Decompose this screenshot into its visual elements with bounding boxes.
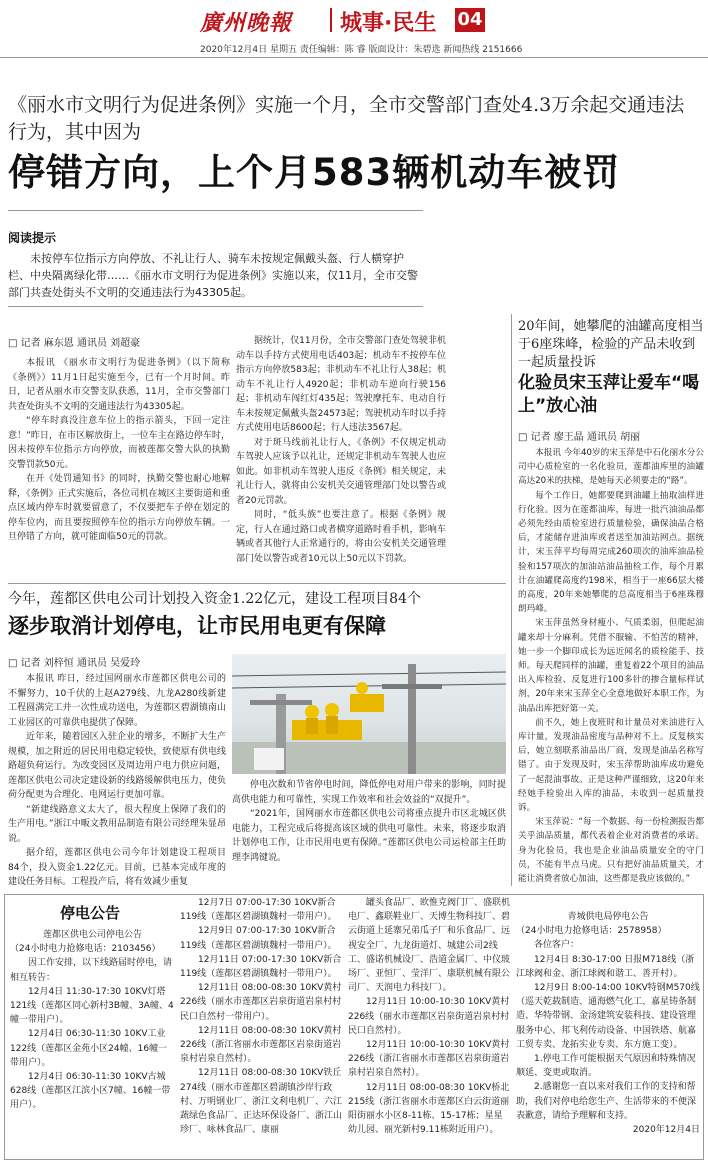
column-divider: [511, 314, 512, 886]
notice-item: 12月4日 06:30-11:30 10KV工业122线（莲都区金苑小区24幢、16幢一带用户）。: [10, 1029, 168, 1068]
paragraph: 据统计，仅11月份，全市交警部门查处驾驶非机动车以手持方式使用电话403起；机动车不按停车位指示方向停放583起；非机动车不礼让行人38起；机动车不礼让行人4920起；非机动车逆向行驶156起；非机动车闯红灯435起；驾驶摩托车、电动自行车未按规定佩戴头盔24573起；驾驶机动车时以手持方式使用电话8600起；行人违法3567起。: [236, 336, 446, 433]
paragraph: 在开《处罚通知书》的同时，执勤交警也耐心地解释，《条例》正式实施后，各位司机在城区主要街道和重点区域内停车时就要留意了，不仅要把车子停在划定的停车位内，而且要按照停车位的指示方向停放车辆。一旦停错了方向，就可能面临50元的罚款。: [8, 474, 230, 542]
article1-byline: □ 记者 麻东恩 通讯员 刘超豪: [8, 338, 141, 349]
photo-illustration: [232, 654, 506, 774]
article1-lead: 《丽水市文明行为促进条例》实施一个月，全市交警部门查处4.3万余起交通违法行为，其中因为: [8, 94, 685, 143]
notice-item: 罐头食品厂、欧惟克阀门厂、盛联机电厂、鑫联鞋业厂、天博生物科技厂、碧云街道上延寨兄弟瓜子厂和乐食品厂、远视安全厂、九龙街道灯、城建公司2线工、盛诺机械设厂、浩道金属厂、中仪玻场厂、亚恒厂、莹洋厂、康联机械有限公司厂、天润电力科技厂）。: [348, 898, 511, 994]
article2-byline: □ 记者 刘梓恒 通讯员 吴爱玲: [8, 658, 141, 669]
notice-item: 12月4日 06:30-11:30 10KV古城628线（莲都区江滨小区7幢、16幢一带用户）。: [10, 1072, 171, 1111]
article2-rule: [8, 583, 506, 584]
notice1-sub: 莲都区供电公司停电公告: [42, 930, 142, 940]
notice1-col: [10, 928, 175, 1113]
header-divider: [330, 8, 332, 32]
paragraph: 据介绍，莲都区供电公司今年计划建设工程项目84个，投入资金1.22亿元。目前，已基本完成年度的建设任务目标。工程投产后，将有效减少重复: [8, 848, 226, 887]
notice4-date: 2020年12月4日: [632, 1125, 700, 1136]
article1-col2: [236, 334, 446, 566]
reading-tip-title: 阅读提示: [8, 231, 57, 245]
notice1-hotline: （24小时电力抢修电话：2103456）: [10, 944, 161, 955]
notice-item: 12月7日 07:00-17:30 10KV新合119线（莲都区碧湖镇魏村一带用户）。: [180, 898, 337, 923]
paragraph: 同时，“低头族”也要注意了。根据《条例》规定，行人在通过路口或者横穿道路时看手机，影响车辆或者其他行人正常通行的，将由公安机关交通管理部门处以警告或者10元以上50元以下罚款。: [236, 510, 446, 564]
article1-headline: 停错方向，上个月583辆机动车被罚: [8, 151, 621, 194]
notice1-intro: 因工作安排，以下线路届时停电，请相互转告：: [10, 958, 173, 983]
headline-rule: [8, 210, 423, 211]
article2-title: 今年，莲都区供电公司计划投入资金1.22亿元，建设工程项目84个: [8, 591, 421, 607]
article3-title: 20年间，她攀爬的油罐高度相当于6座珠峰，检验的产品未收到一起质量投诉: [518, 319, 704, 370]
notice4-title: 青城供电局停电公告: [567, 912, 649, 922]
notice4-col: [516, 910, 700, 1137]
paragraph: 宋玉萍虽然身材瘦小、气质柔弱，但爬起油罐来却十分麻利。凭借不服输、不怕苦的精神，她一步一个脚印成长为远近闻名的质检能手、技师。每天爬同样的油罐，重复着22个项目的油品出入库检验、反复进行100多针的掺合量标样试剂，20年来宋玉萍全心全意地做好本职工作，为油品出库把好第一关。: [518, 618, 704, 714]
notice3-col: [348, 896, 510, 1137]
paragraph: 本报讯 《丽水市文明行为促进条例》（以下简称《条例》）11月1日起实施至今，已有一个月时间。昨日，记者从丽水市交警支队获悉，11月，全市交警部门共查处街头不文明的交通违法行为43305起。: [8, 358, 230, 412]
section-title: 城事·民生: [340, 11, 437, 36]
page-number: 04: [455, 8, 485, 32]
notice-title: 停电公告: [60, 904, 121, 922]
notice-item: 12月11日 07:00-17:30 10KV新合119线（莲都区碧湖镇魏村一带用户）。: [180, 954, 342, 980]
paragraph: 近年来，随着园区入驻企业的增多，不断扩大生产规模，加之附近的居民用电稳定较快，致使原有供电线路超负荷运行。为改变园区及周边用户电力供应问题，莲都区供电公司决定建设新的线路缓解供电压力，使负荷分配更为合理化、电网运行更加可靠。: [8, 732, 226, 800]
paragraph: 停电次数和节省停电时间，降低停电对用户带来的影响，同时提高供电能力和可靠性，实现工作效率和社会效益的“双提升”。: [232, 780, 506, 805]
notice-item: 12月4日 11:30-17:30 10KV灯塔121线（莲都区同心新村3B幢、3A幢、4幢一带用户）。: [10, 986, 174, 1026]
article3-headline: 化验员宋玉萍让爱车“喝上”放心油: [518, 373, 700, 416]
notice-item: 12月9日 07:00-17:30 10KV新合119线（莲都区碧湖镇魏村一带用户）。: [180, 926, 337, 951]
paragraph: 宋玉萍说：“每一个数据、每一份检测报告都关乎油品质量，都代表着企业对消费者的承诺。身为化验员，我也是企业油品质量安全的守门员，不能有半点马虎。只有把好油品质量关，才能让消费者放心加油，这些都是我应该做的。”: [518, 817, 704, 885]
date-line: 2020年12月4日 星期五 责任编辑：陈 睿 版面设计：朱碧选 新闻热线 2151666: [200, 45, 523, 55]
notice2-col: [180, 896, 342, 1137]
notice-item: 12月11日 08:00-08:30 10KV铁丘274线（丽水市莲都区碧湖镇沙岸行政村、万明钢业厂、浙江文利电机厂、六江蔬绿色食品厂、正达环保设备厂、浙江山珍厂、咏林食品厂、康丽: [180, 1068, 343, 1136]
paragraph: 每个工作日，她都要爬到油罐上抽取油样进行化验。因为在莲都油库，每进一批汽油油品都必须先经由质检室进行质量检验，确保油品合格后，才能储存进油库或者送至加油站网点。据统计，宋玉萍平均每周完成260项次的油库油品检验和157项次的加油站油品抽检工作，每个月累计在油罐爬高度约198米，相当于一座66层大楼的高度，20年来她攀爬的总高度相当于6座珠穆朗玛峰。: [518, 490, 704, 615]
paragraph: “新建线路意义太大了，很大程度上保障了我们的生产用电。”浙江中畈文教用品制造有限公司经理朱显昂说。: [8, 804, 226, 844]
notice-item: 2.感谢您一直以来对我们工作的支持和帮助，我们对停电给您生产、生活带来的不便深表歉意，请给予理解和支持。: [516, 1082, 697, 1121]
notice-item: 12月11日 10:00-10:30 10KV黄村226线（丽水市莲都区岩泉街道岩泉村村民口自然村）。: [348, 997, 510, 1036]
notice-item: 12月11日 08:00-08:30 10KV黄村226线（浙江省丽水市莲都区岩泉街道岩泉村岩泉自然村）。: [180, 1025, 342, 1065]
notice-item: 12月11日 08:00-08:30 10KV桥北215线（浙江省丽水市莲都区白云街道丽阳街丽水小区8-11栋、15-17栋；星星幼儿园、丽光新村9.11栋附近用户）。: [348, 1082, 510, 1136]
article3-col: [518, 446, 704, 886]
tip-rule: [8, 306, 423, 307]
power-worker-photo: [232, 654, 506, 774]
header-rule: [0, 57, 708, 58]
masthead-logo: 廣州晚報: [200, 10, 293, 36]
article2-col2: [232, 778, 506, 865]
notice-item: 12月11日 10:00-10:30 10KV黄村226线（浙江省丽水市莲都区岩泉街道岩泉村岩泉自然村）。: [348, 1040, 510, 1079]
notice4-hotline: （24小时电力抢修电话：2578958）: [516, 926, 667, 937]
paragraph: 前不久，她上夜班时和计量员对来油进行入库计量，发现油品密度与品种对不上。反复核实后，她立刻联系油品出厂商，发现是油品名称写错了。由于发现及时，宋玉萍帮助油库成功避免了一起混油事故。正是这种严谨细致，这20年来经她手检验出入库的油品，未收到一起质量投诉。: [518, 717, 704, 814]
paragraph: “停车时真没注意车位上的指示箭头，下回一定注意！”昨日，在市区解放街上，一位车主在路边停车时，因未按停车位指示方向停放，而被莲都交警大队的执勤交警罚款50元。: [8, 416, 230, 470]
notice-item: 12月11日 08:00-08:30 10KV黄村226线（丽水市莲都区岩泉街道岩泉村村民口自然村一带用户）。: [180, 983, 342, 1022]
article3-byline: □ 记者 廖王晶 通讯员 胡丽: [518, 432, 641, 443]
notice-item: 1.停电工作可能根据天气原因和特殊情况顺延、变更或取消。: [516, 1054, 696, 1079]
paragraph: 本报讯 昨日，经过国网丽水市莲都区供电公司的不懈努力，10千伏的上赵A279线、九龙A280线新建工程圆满完工并一次性成功送电，为莲都区碧湖镇南山工业园区的可靠供电提供了保障。: [8, 674, 226, 728]
paragraph: 对于斑马线前礼让行人，《条例》不仅规定机动车驾驶人应该予以礼让，还规定非机动车驾驶人也应如此。如非机动车驾驶人违反《条例》相关规定，未礼让行人，就将由公安机关交通管理部门处以警告或者20元罚款。: [236, 437, 446, 506]
notice-item: 12月9日 8:00-14:00 10KV特钢M570线（巡天乾载制造、通海燃气化工、嘉星铸条制造、华特带钢、金汤建筑安装科技、建设管理服务中心、邦飞利传动设备、中国铁塔、航嘉工贸专卖、龙拓实业专卖、东方施工变）。: [516, 983, 700, 1050]
reading-tip-text: 未按停车位指示方向停放、不礼让行人、骑车未按规定佩戴头盔、行人横穿护栏、中央隔离绿化带……《丽水市文明行为促进条例》实施以来，仅11月，全市交警部门共查处街头不文明的交通违法行为43305起。: [8, 252, 418, 299]
notice-item: 12月4日 8:30-17:00 日报M718线（浙江球阀和金、浙江球阀和谐工、善开村）。: [516, 954, 695, 979]
article2-headline: 逐步取消计划停电，让市民用电更有保障: [8, 614, 386, 638]
notice4-greeting: 各位客户：: [534, 940, 580, 951]
article2-col1: [8, 672, 226, 890]
paragraph: “2021年，国网丽水市莲都区供电公司将重点提升市区北城区供电能力，工程完成后将提高该区域的供电可靠性。未来，将逐步取消计划停电工作，让市民用电更有保障。”莲都区供电公司运检部主任助理李鸿键说。: [232, 809, 506, 863]
article1-col1: [8, 356, 230, 545]
paragraph: 本报讯 今年40岁的宋玉萍是中石化丽水分公司中心质检室的一名化验员，莲都油库里的油罐高达20米的扶梯，是她每天必须要走的“路”。: [518, 448, 704, 487]
